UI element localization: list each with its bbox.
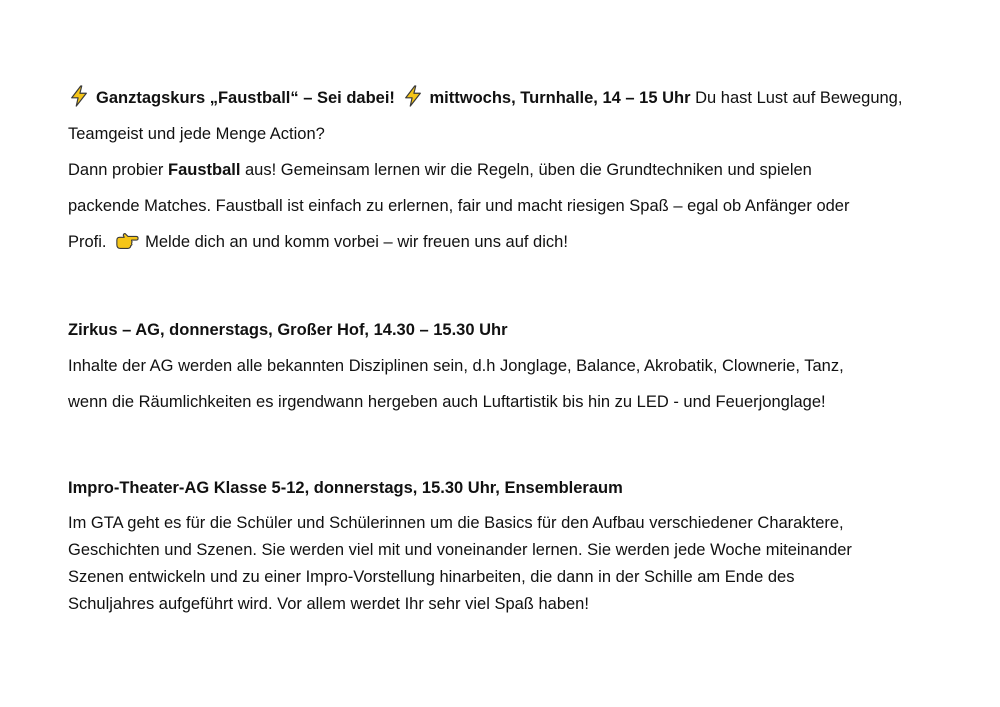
impro-heading-text: Impro-Theater-AG Klasse 5-12, donnerstags, 15.30 Uhr, Ensembleraum: [68, 479, 623, 497]
zirkus-line-1: Inhalte der AG werden alle bekannten Disziplinen sein, d.h Jonglage, Balance, Akrobatik, Clownerie, Tanz,: [68, 357, 844, 375]
faustball-title: Ganztagskurs „Faustball“ – Sei dabei!: [96, 89, 395, 107]
zirkus-line-2: wenn die Räumlichkeiten es irgendwann hergeben auch Luftartistik bis hin zu LED - und Feuerjonglage!: [68, 393, 826, 411]
zirkus-heading: [68, 312, 948, 348]
impro-line-1: Im GTA geht es für die Schüler und Schülerinnen um die Basics für den Aufbau verschiedener Charaktere,: [68, 514, 844, 532]
impro-line-3: Szenen entwickeln und zu einer Impro-Vorstellung hinarbeiten, die dann in der Schille am Ende des: [68, 568, 795, 586]
lightning-icon: [402, 85, 424, 107]
faustball-p2-pre: Dann probier: [68, 161, 168, 179]
zirkus-section: [68, 312, 948, 420]
zirkus-heading-text: Zirkus – AG, donnerstags, Großer Hof, 14.30 – 15.30 Uhr: [68, 321, 508, 339]
faustball-p2-bold: Faustball: [167, 161, 241, 179]
impro-line-2: Geschichten und Szenen. Sie werden viel mit und voneinander lernen. Sie werden jede Woche miteinander: [68, 541, 852, 559]
lightning-icon: [68, 85, 90, 107]
impro-section: [68, 470, 948, 618]
faustball-schedule: mittwochs, Turnhalle, 14 – 15 Uhr: [429, 89, 691, 107]
faustball-intro-b: Teamgeist und jede Menge Action?: [68, 125, 325, 143]
faustball-p2-post: aus! Gemeinsam lernen wir die Regeln, üben die Grundtechniken und spielen: [240, 161, 812, 179]
impro-line-4: Schuljahres aufgeführt wird. Vor allem werdet Ihr sehr viel Spaß haben!: [68, 595, 589, 613]
faustball-p4-pre: Profi.: [68, 233, 107, 251]
faustball-closing-line: [68, 224, 948, 260]
impro-heading: [68, 470, 948, 506]
faustball-title-line: [68, 80, 948, 116]
pointing-hand-icon: [115, 231, 139, 251]
faustball-p3: packende Matches. Faustball ist einfach zu erlernen, fair und macht riesigen Spaß – egal ob Anfänger oder: [68, 197, 850, 215]
faustball-paragraph-line: [68, 152, 948, 188]
faustball-p4-post: Melde dich an und komm vorbei – wir freuen uns auf dich!: [145, 233, 568, 251]
faustball-section: [68, 80, 948, 260]
faustball-intro-a: Du hast Lust auf Bewegung,: [695, 89, 903, 107]
